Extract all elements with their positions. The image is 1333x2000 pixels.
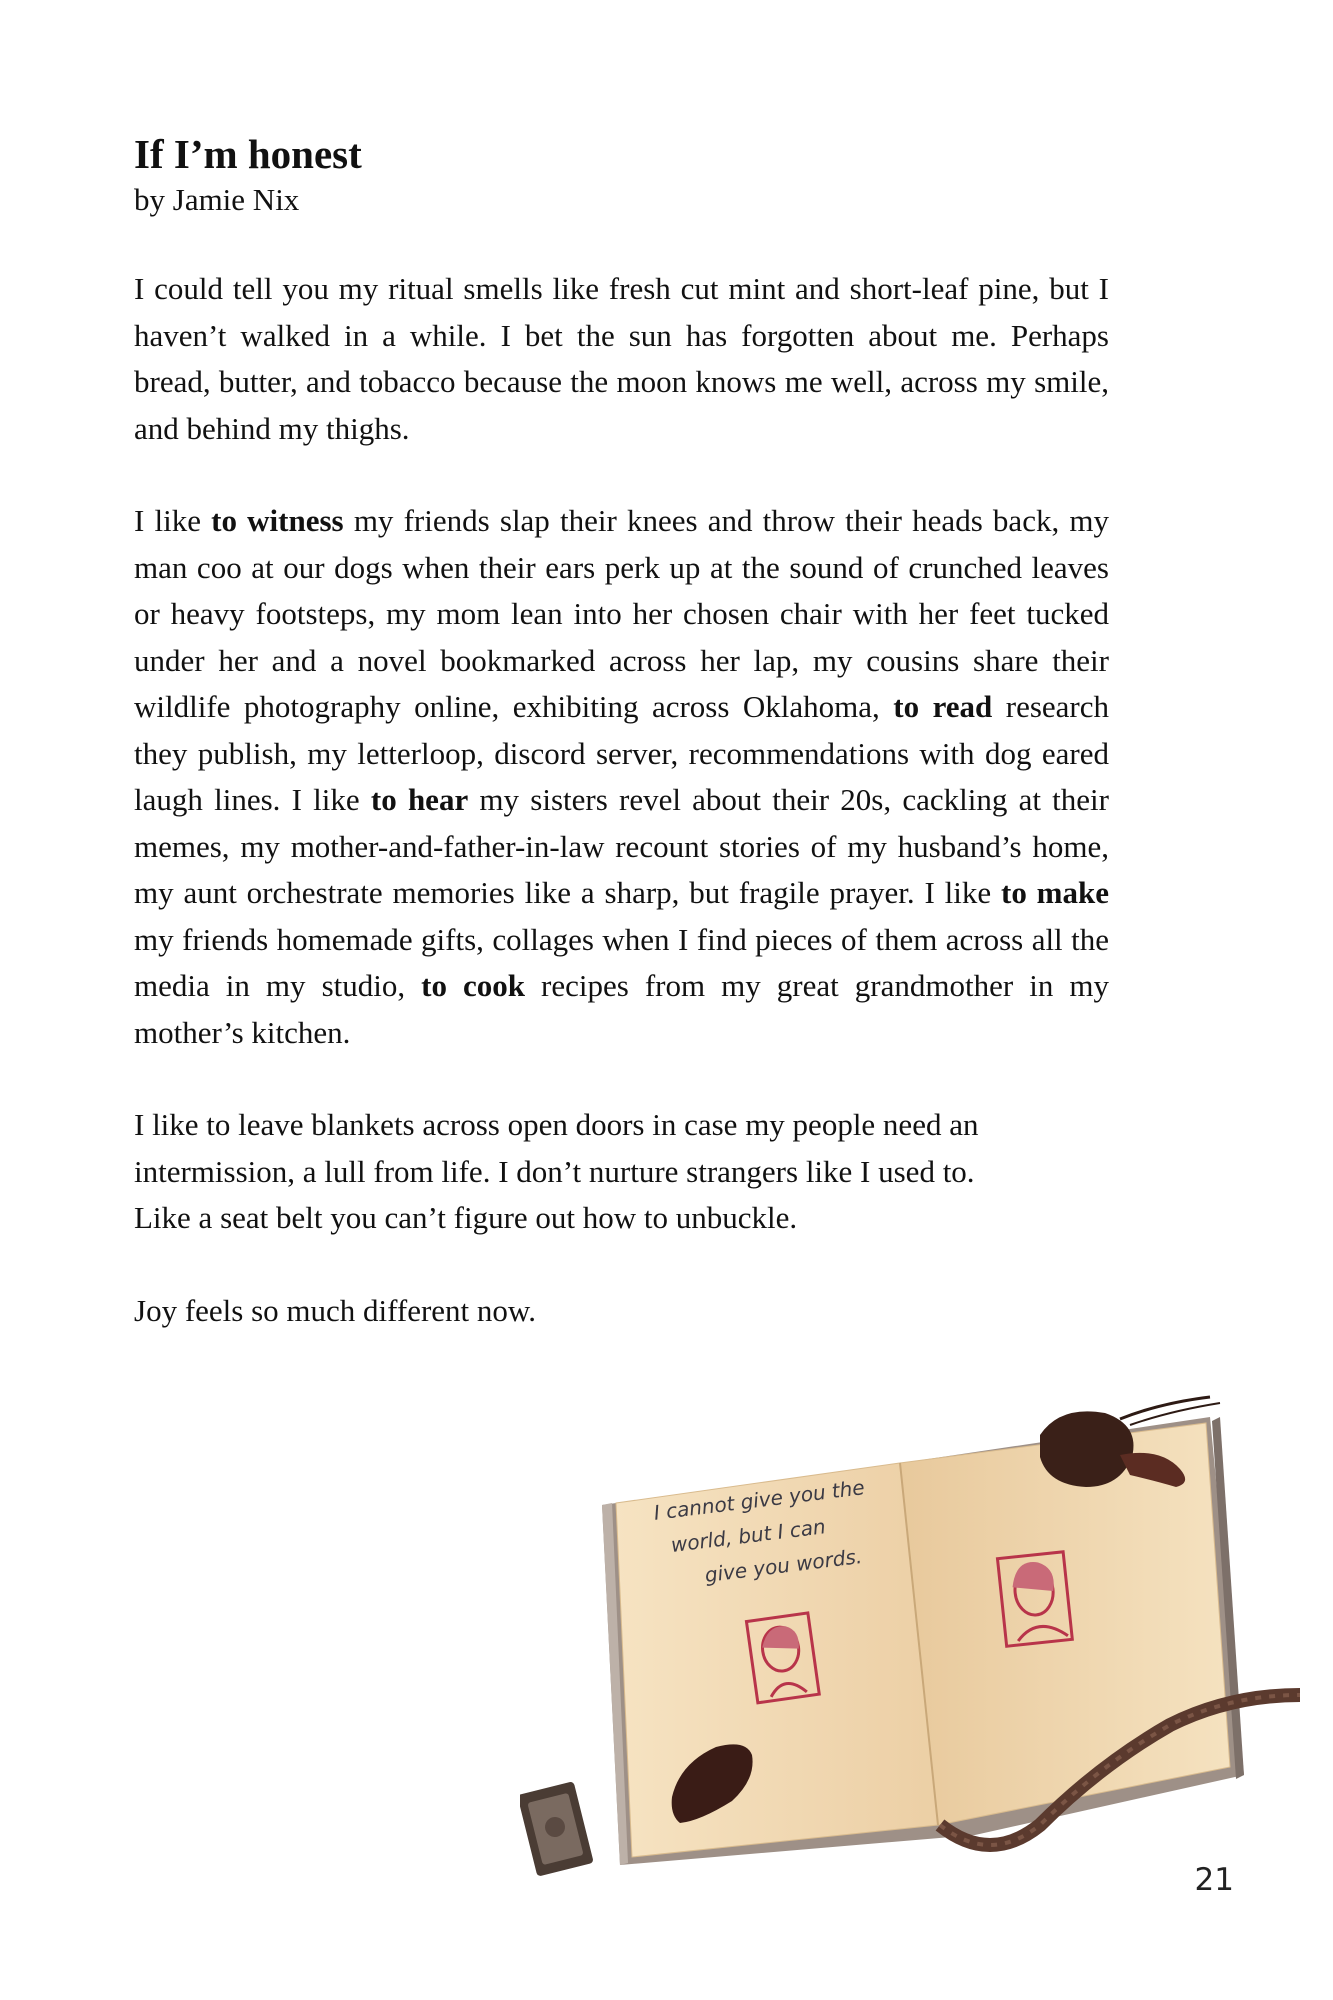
stanza-2-text: my sisters revel about their 20s, cackling at their memes, my mother-and-father-in-law recount stories of my husband’s home, my aunt orchestrate memories like a sharp, but fragile prayer. I like [134, 782, 1109, 910]
poem-content [134, 128, 1109, 1380]
handwriting-line: I cannot give you the [652, 1475, 866, 1525]
stanza-3-line: Like a seat belt you can’t figure out how to unbuckle. [134, 1200, 798, 1235]
poem-stanza-3 [134, 1102, 1109, 1242]
poem-stanza-1: I could tell you my ritual smells like fresh cut mint and short-leaf pine, but I haven’t walked in a while. I bet the sun has forgotten about me. Perhaps bread, butter, and tobacco because the moon knows me well, across my smile, and behind my thighs. [134, 271, 1109, 446]
handwriting-line: give you words. [703, 1543, 864, 1588]
stanza-3-line: I like to leave blankets across open doors in case my people need an [134, 1107, 979, 1142]
emphasis-to-witness: to witness [211, 503, 344, 538]
emphasis-to-cook: to cook [421, 968, 526, 1003]
emphasis-to-hear: to hear [370, 782, 469, 817]
poem-title: If I’m honest [134, 131, 362, 177]
handwriting-line: world, but I can [669, 1514, 827, 1557]
open-journal-illustration [520, 1395, 1300, 1895]
emphasis-to-make: to make [1001, 875, 1109, 910]
page-number: 21 [1194, 1862, 1234, 1898]
stanza-2-text: recipes from my great grandmother in my mother’s kitchen. [134, 968, 1109, 1050]
stanza-2-text: my friends homemade gifts, collages when I find pieces of them across all the media in my studio, [134, 921, 1109, 1003]
emphasis-to-read: to read [893, 689, 993, 724]
stanza-2-text: research they publish, my letterloop, discord server, recommendations with dog eared laugh lines. I like [134, 689, 1109, 817]
stanza-3-line: intermission, a lull from life. I don’t nurture strangers like I used to. [134, 1153, 975, 1189]
poem-byline: by Jamie Nix [134, 182, 300, 217]
poem-stanza-2 [134, 498, 1109, 1056]
stanza-2-text: my friends slap their knees and throw their heads back, my man coo at our dogs when their ears perk up at the sound of crunched leaves or heavy footsteps, my mom lean into her chosen chair with her feet tucked under her and a novel bookmarked across her lap, my cousins share their wildlife photography online, exhibiting across Oklahoma, [134, 503, 1109, 724]
poem-stanza-4: Joy feels so much different now. [134, 1292, 537, 1328]
printing-block-icon [520, 1781, 594, 1877]
stanza-2-text: I like [134, 503, 212, 538]
